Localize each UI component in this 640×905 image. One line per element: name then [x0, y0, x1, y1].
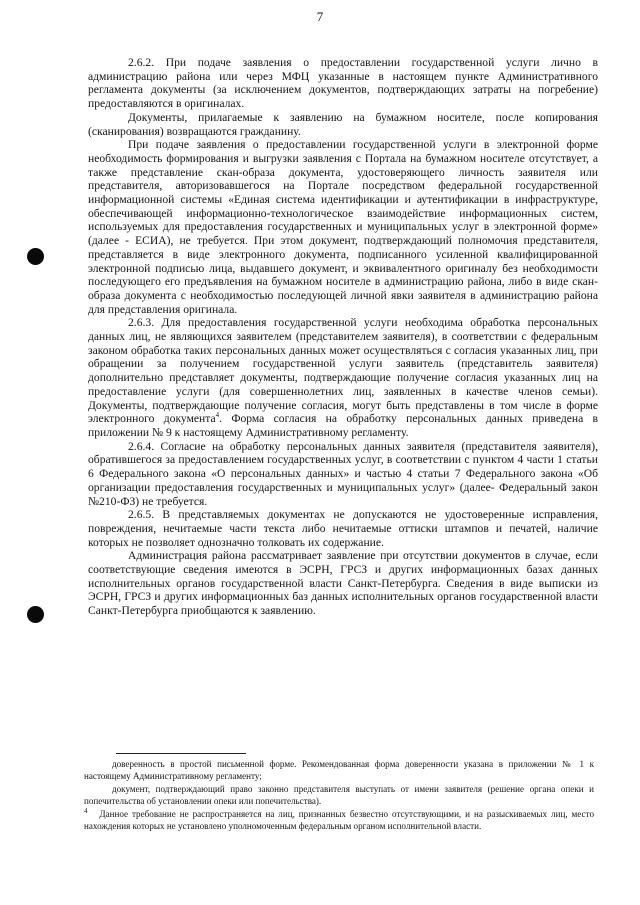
paragraph-2-6-2: 2.6.2. При подаче заявления о предоставлении государственной услуги лично в администрацию района или через МФЦ указанные в настоящем пункте Административного регламента документы (за исключением документов, подтверждающих затраты на погребение) предоставляются в оригиналах. [88, 56, 598, 111]
footnote-reference: 4 [215, 411, 220, 420]
page-number: 7 [316, 9, 324, 24]
paragraph-2-6-4: 2.6.4. Согласие на обработку персональных данных заявителя (представителя заявителя), обратившегося за предоставлением государственных услуг, в соответствии с пунктом 4 части 1 статьи 6 Федерального закона «О персональных данных» и частью 4 статьи 7 Федерального закона «Об организации предоставления государственных и муниципальных услуг» (далее- Федеральный закон №210-ФЗ) не требуется. [88, 439, 598, 508]
footnote-4 [84, 809, 594, 832]
paragraph-scan-return: Документы, прилагаемые к заявлению на бумажном носителе, после копирования (сканирования) возвращаются гражданину. [88, 110, 598, 138]
footnote-continuation: доверенность в простой письменной форме. Рекомендованная форма доверенности указана в приложении № 1 к настоящему Административному регламенту; [84, 759, 594, 781]
paragraph-district-review: Администрация района рассматривает заявление при отсутствии документов в случае, если соответствующие сведения имеются в ЭСРН, ГРСЗ и других информационных базах данных исполнительных органов государственной власти Санкт-Петербурга. Сведения в виде выписки из ЭСРН, ГРСЗ и других информационных баз данных исполнительных органов государственной власти Санкт-Петербурга приобщаются к заявлению. [88, 549, 598, 618]
footnote-4-text: Данное требование не распространяется на лиц, признанных безвестно отсутствующими, и на разыскиваемых лиц, место нахождения которых не установлено уполномоченным федеральным органом исполнительной власти. [84, 809, 594, 831]
binder-hole-mark [27, 248, 44, 265]
paragraph-2-6-3-tail: . Форма согласия на обработку персональных данных приведена в приложении № 9 к настоящему Административному регламенту. [88, 412, 599, 439]
footnote-continuation: документ, подтверждающий право законно представителя выступать от имени заявителя (решение органа опеки и попечительства об установлении опеки или попечительства). [84, 784, 594, 806]
binder-hole-mark [27, 606, 44, 623]
footnote-marker: 4 [84, 807, 88, 816]
paragraph-2-6-3-text: 2.6.3. Для предоставления государственной услуги необходима обработка персональных данных лиц, не являющихся заявителем (представителем заявителя), в соответствии с федеральным законом обработка таких персональных данных может осуществляться с согласия указанных лиц, при обращении за получением государственной услуги заявитель (представитель заявителя) дополнительно представляет документы, подтверждающие получение согласия указанных лиц на предоставление услуги (для совершеннолетних лиц, заявленных в качестве членов семьи). Документы, подтверждающие получение согласия, могут быть представлены в том числе в форме электронного документа [88, 316, 598, 426]
footnotes [84, 759, 594, 835]
paragraph-electronic-submission: При подаче заявления о предоставлении государственной услуги в электронной форме необходимость формирования и выгрузки заявления с Портала на бумажном носителе отсутствует, а также представление скан-образа документа, удостоверяющего личность заявителя или представителя, авторизовавшегося на Портале посредством федеральной государственной информационной системы «Единая система идентификации и аутентификации в инфраструктуре, обеспечивающей информационно-технологическое взаимодействие информационных систем, используемых для предоставления государственных и муниципальных услуг в электронной форме» (далее - ЕСИА), не требуется. При этом документ, подтверждающий полномочия представителя, представляется в виде электронного документа, подписанного усиленной квалифицированной электронной подписью лица, выдавшего документ, и эквивалентного оригиналу без необходимости последующего его предъявления на бумажном носителе в администрацию района, либо в виде скан-образа документа с необходимостью последующей личной явки заявителя в администрацию района для представления оригинала. [88, 138, 598, 316]
document-body [88, 56, 598, 618]
paragraph-2-6-3 [88, 316, 598, 439]
footnote-separator [116, 753, 246, 754]
paragraph-2-6-5: 2.6.5. В представляемых документах не допускаются не удостоверенные исправления, повреждения, нечитаемые части текста либо нечитаемые оттиски штампов и печатей, наличие которых не позволяет однозначно толковать их содержание. [88, 508, 598, 549]
